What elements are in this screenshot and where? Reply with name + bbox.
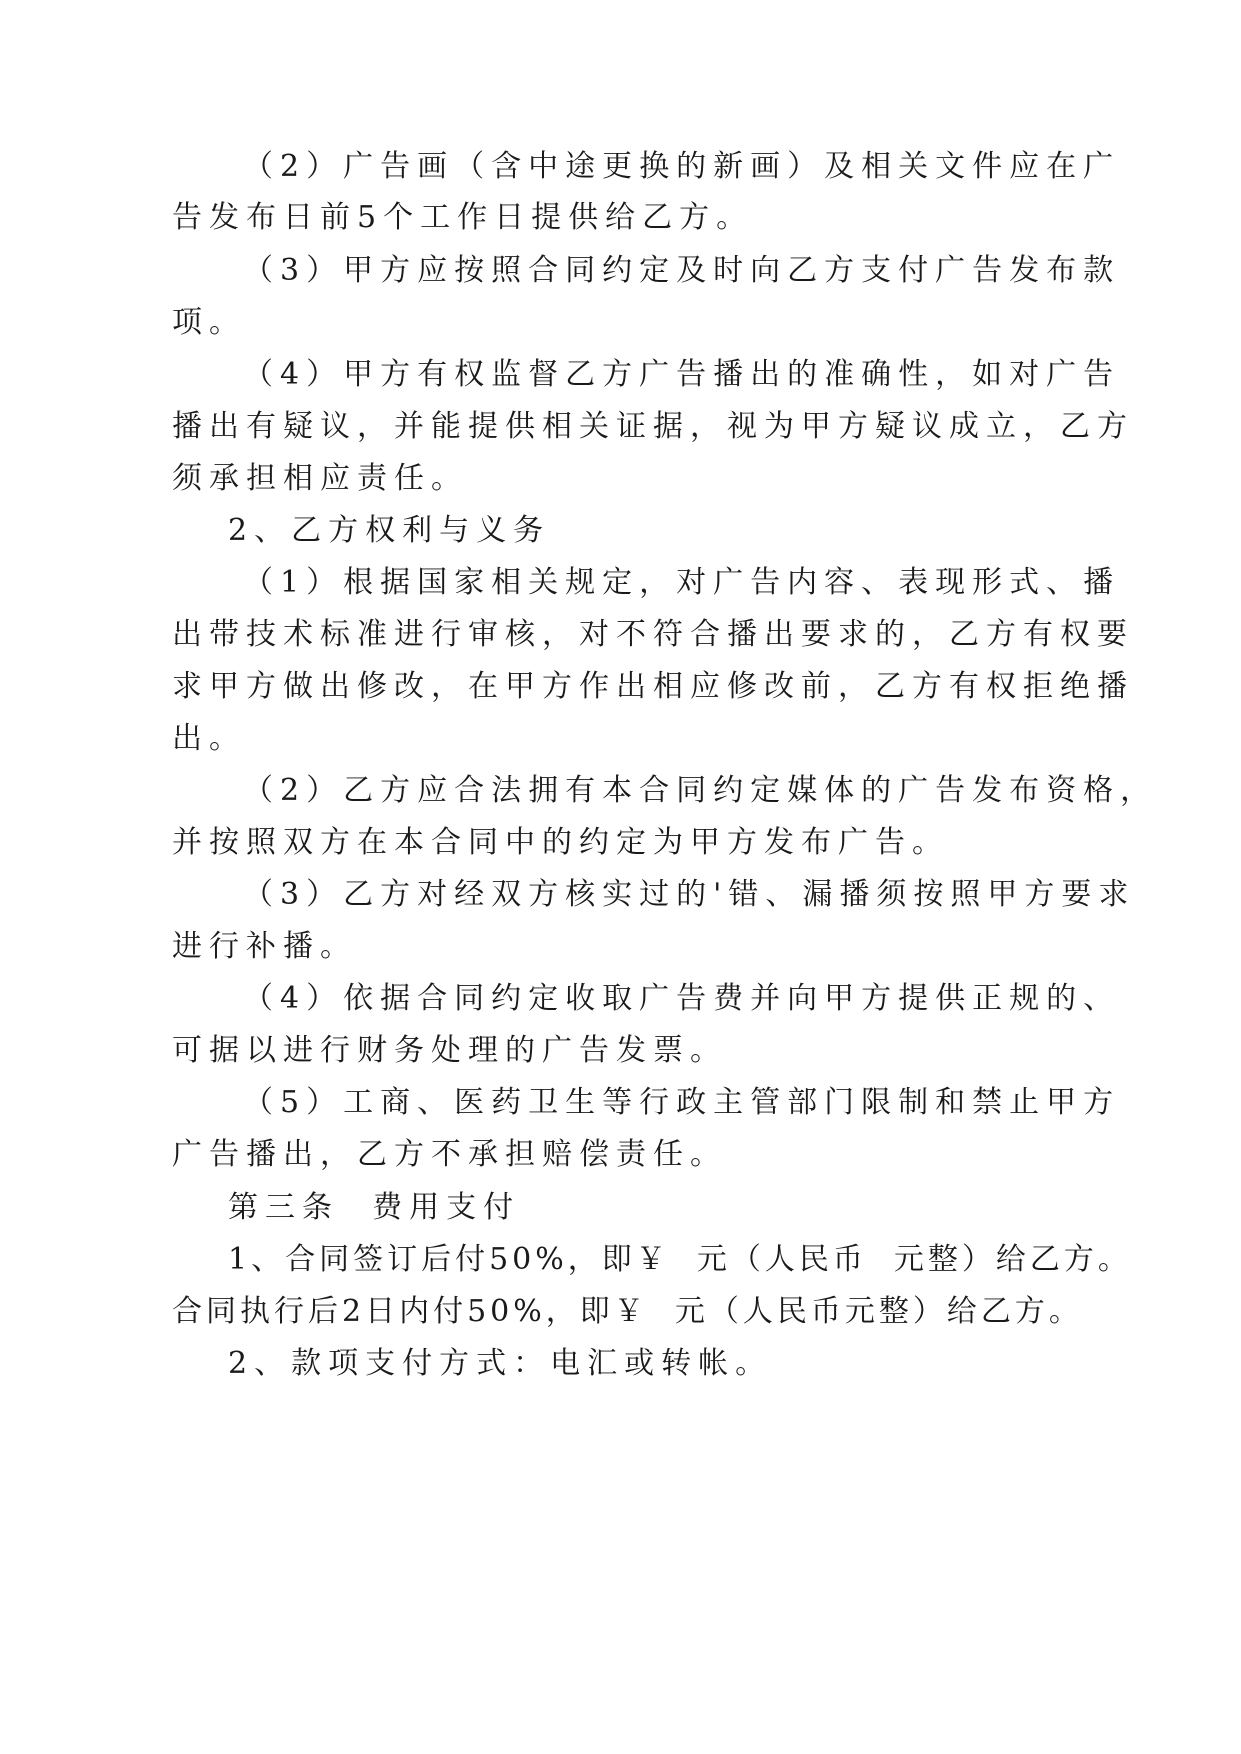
text-line: 1、合同签订后付50%，即￥ 元（人民币 元整）给乙方。 <box>228 1242 1132 1277</box>
text-line: （4）依据合同约定收取广告费并向甲方提供正规的、 <box>243 981 1121 1016</box>
text-line: 可据以进行财务处理的广告发票。 <box>172 1033 727 1068</box>
text-line: 求甲方做出修改，在甲方作出相应修改前，乙方有权拒绝播 <box>172 669 1134 704</box>
text-line: 出带技术标准进行审核，对不符合播出要求的，乙方有权要 <box>172 617 1134 652</box>
text-line: （3）乙方对经双方核实过的'错、漏播须按照甲方要求 <box>243 877 1136 912</box>
text-line: （1）根据国家相关规定，对广告内容、表现形式、播 <box>243 565 1121 600</box>
text-line: 并按照双方在本合同中的约定为甲方发布广告。 <box>172 825 949 860</box>
text-line: 出。 <box>172 721 246 756</box>
text-line: 合同执行后2日内付50%，即￥ 元（人民币元整）给乙方。 <box>172 1294 1083 1329</box>
text-line: 进行补播。 <box>172 929 357 964</box>
text-line: 告发布日前5个工作日提供给乙方。 <box>172 200 754 235</box>
text-line: 须承担相应责任。 <box>172 461 468 496</box>
text-line: 项。 <box>172 305 246 340</box>
text-line: （2）广告画（含中途更换的新画）及相关文件应在广 <box>243 149 1121 184</box>
text-line: （2）乙方应合法拥有本合同约定媒体的广告发布资格， <box>243 773 1158 808</box>
text-line: （5）工商、医药卫生等行政主管部门限制和禁止甲方 <box>243 1085 1121 1120</box>
section-heading: 2、乙方权利与义务 <box>228 513 551 548</box>
text-line: （3）甲方应按照合同约定及时向乙方支付广告发布款 <box>243 253 1121 288</box>
article-heading: 第三条 费用支付 <box>228 1190 521 1225</box>
text-line: 2、款项支付方式：电汇或转帐。 <box>228 1346 773 1381</box>
text-line: 广告播出，乙方不承担赔偿责任。 <box>172 1137 727 1172</box>
text-line: 播出有疑议，并能提供相关证据，视为甲方疑议成立，乙方 <box>172 409 1134 444</box>
text-line: （4）甲方有权监督乙方广告播出的准确性，如对广告 <box>243 357 1121 392</box>
